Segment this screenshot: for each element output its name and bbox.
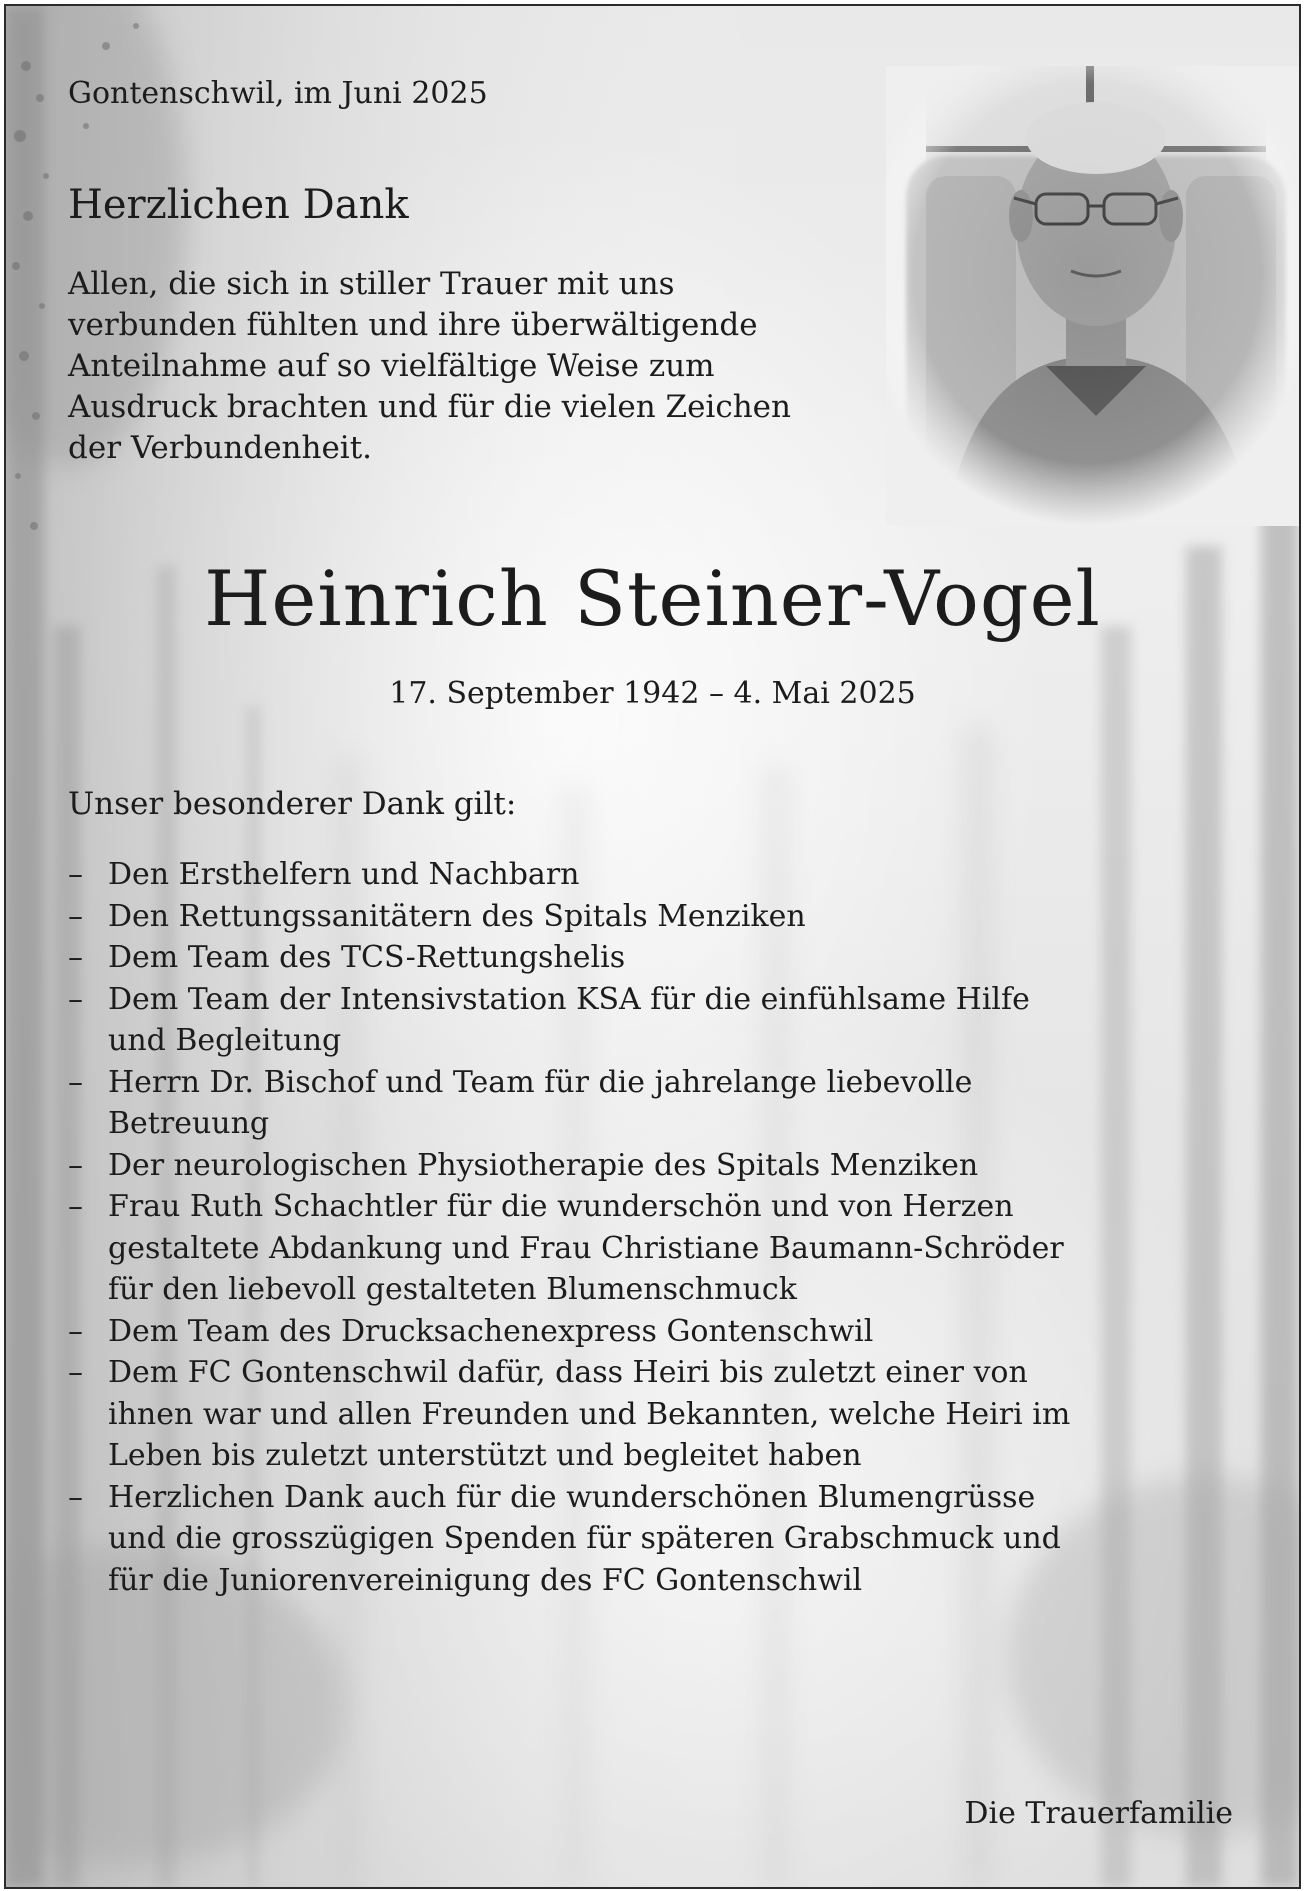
list-item-line: für die Juniorenvereinigung des FC Gontenschwil [108,1562,863,1598]
portrait-photo [886,66,1301,526]
list-item-line: Dem Team des Drucksachenexpress Gontenschwil [108,1313,874,1349]
list-dash: – [68,898,83,934]
list-item-line: für den liebevoll gestalteten Blumenschmuck [108,1272,797,1307]
list-item-line: gestaltete Abdankung und Frau Christiane Baumann-Schröder [108,1230,1064,1266]
signature: Die Trauerfamilie [964,1796,1233,1831]
thanks-list-item [68,1311,1248,1353]
list-dash: – [68,1313,83,1349]
life-dates: 17. September 1942 – 4. Mai 2025 [389,676,916,711]
list-item-line: Den Ersthelfern und Nachbarn [108,857,580,892]
intro-paragraph [68,264,791,469]
intro-line: Ausdruck brachten und für die vielen Zeichen [68,389,791,425]
thanks-list-item [68,854,1248,896]
list-item-line: ihnen war und allen Freunden und Bekannten, welche Heiri im [108,1396,1071,1432]
list-item-line: Dem FC Gontenschwil dafür, dass Heiri bis zuletzt einer von [108,1355,1028,1390]
list-item-line: Frau Ruth Schachtler für die wunderschön und von Herzen [108,1189,1014,1224]
list-dash: – [68,1147,83,1183]
thanks-list-item [68,1062,1248,1145]
list-item-line: Der neurologischen Physiotherapie des Spitals Menziken [108,1147,979,1183]
list-dash: – [68,1479,83,1515]
thanks-list-item [68,979,1248,1062]
list-dash: – [68,940,83,975]
list-item-line: und die grosszügigen Spenden für späteren Grabschmuck und [108,1521,1061,1556]
thanks-list-item [68,1186,1248,1311]
list-dash: – [68,1189,83,1224]
list-dash: – [68,1355,83,1390]
intro-line: der Verbundenheit. [68,430,373,466]
list-item-line: Betreuung [108,1106,270,1141]
thanks-list-item [68,896,1248,938]
intro-line: Anteilnahme auf so vielfältige Weise zum [68,348,715,384]
thanks-list-item [68,1352,1248,1477]
intro-line: Allen, die sich in stiller Trauer mit uns [68,266,675,302]
list-item-line: und Begleitung [108,1023,342,1058]
list-item-line: Dem Team der Intensivstation KSA für die einfühlsame Hilfe [108,981,1030,1017]
thanks-list [68,854,1248,1601]
list-dash: – [68,857,83,892]
thanks-heading: Herzlichen Dank [68,182,409,228]
thanks-intro: Unser besonderer Dank gilt: [68,786,517,822]
thanks-list-item [68,1145,1248,1187]
thanks-list-item [68,937,1248,979]
list-dash: – [68,981,83,1017]
list-item-line: Herrn Dr. Bischof und Team für die jahrelange liebevolle [108,1064,973,1100]
list-item-line: Herzlichen Dank auch für die wunderschönen Blumengrüsse [108,1479,1036,1515]
obituary-card [4,4,1301,1889]
list-item-line: Dem Team des TCS-Rettungshelis [108,940,626,975]
list-dash: – [68,1064,83,1100]
list-item-line: Den Rettungssanitätern des Spitals Menziken [108,898,806,934]
intro-line: verbunden fühlten und ihre überwältigende [68,307,758,343]
thanks-list-item [68,1477,1248,1602]
list-item-line: Leben bis zuletzt unterstützt und begleitet haben [108,1438,862,1473]
place-and-date: Gontenschwil, im Juni 2025 [68,76,488,111]
deceased-name: Heinrich Steiner-Vogel [204,554,1101,643]
